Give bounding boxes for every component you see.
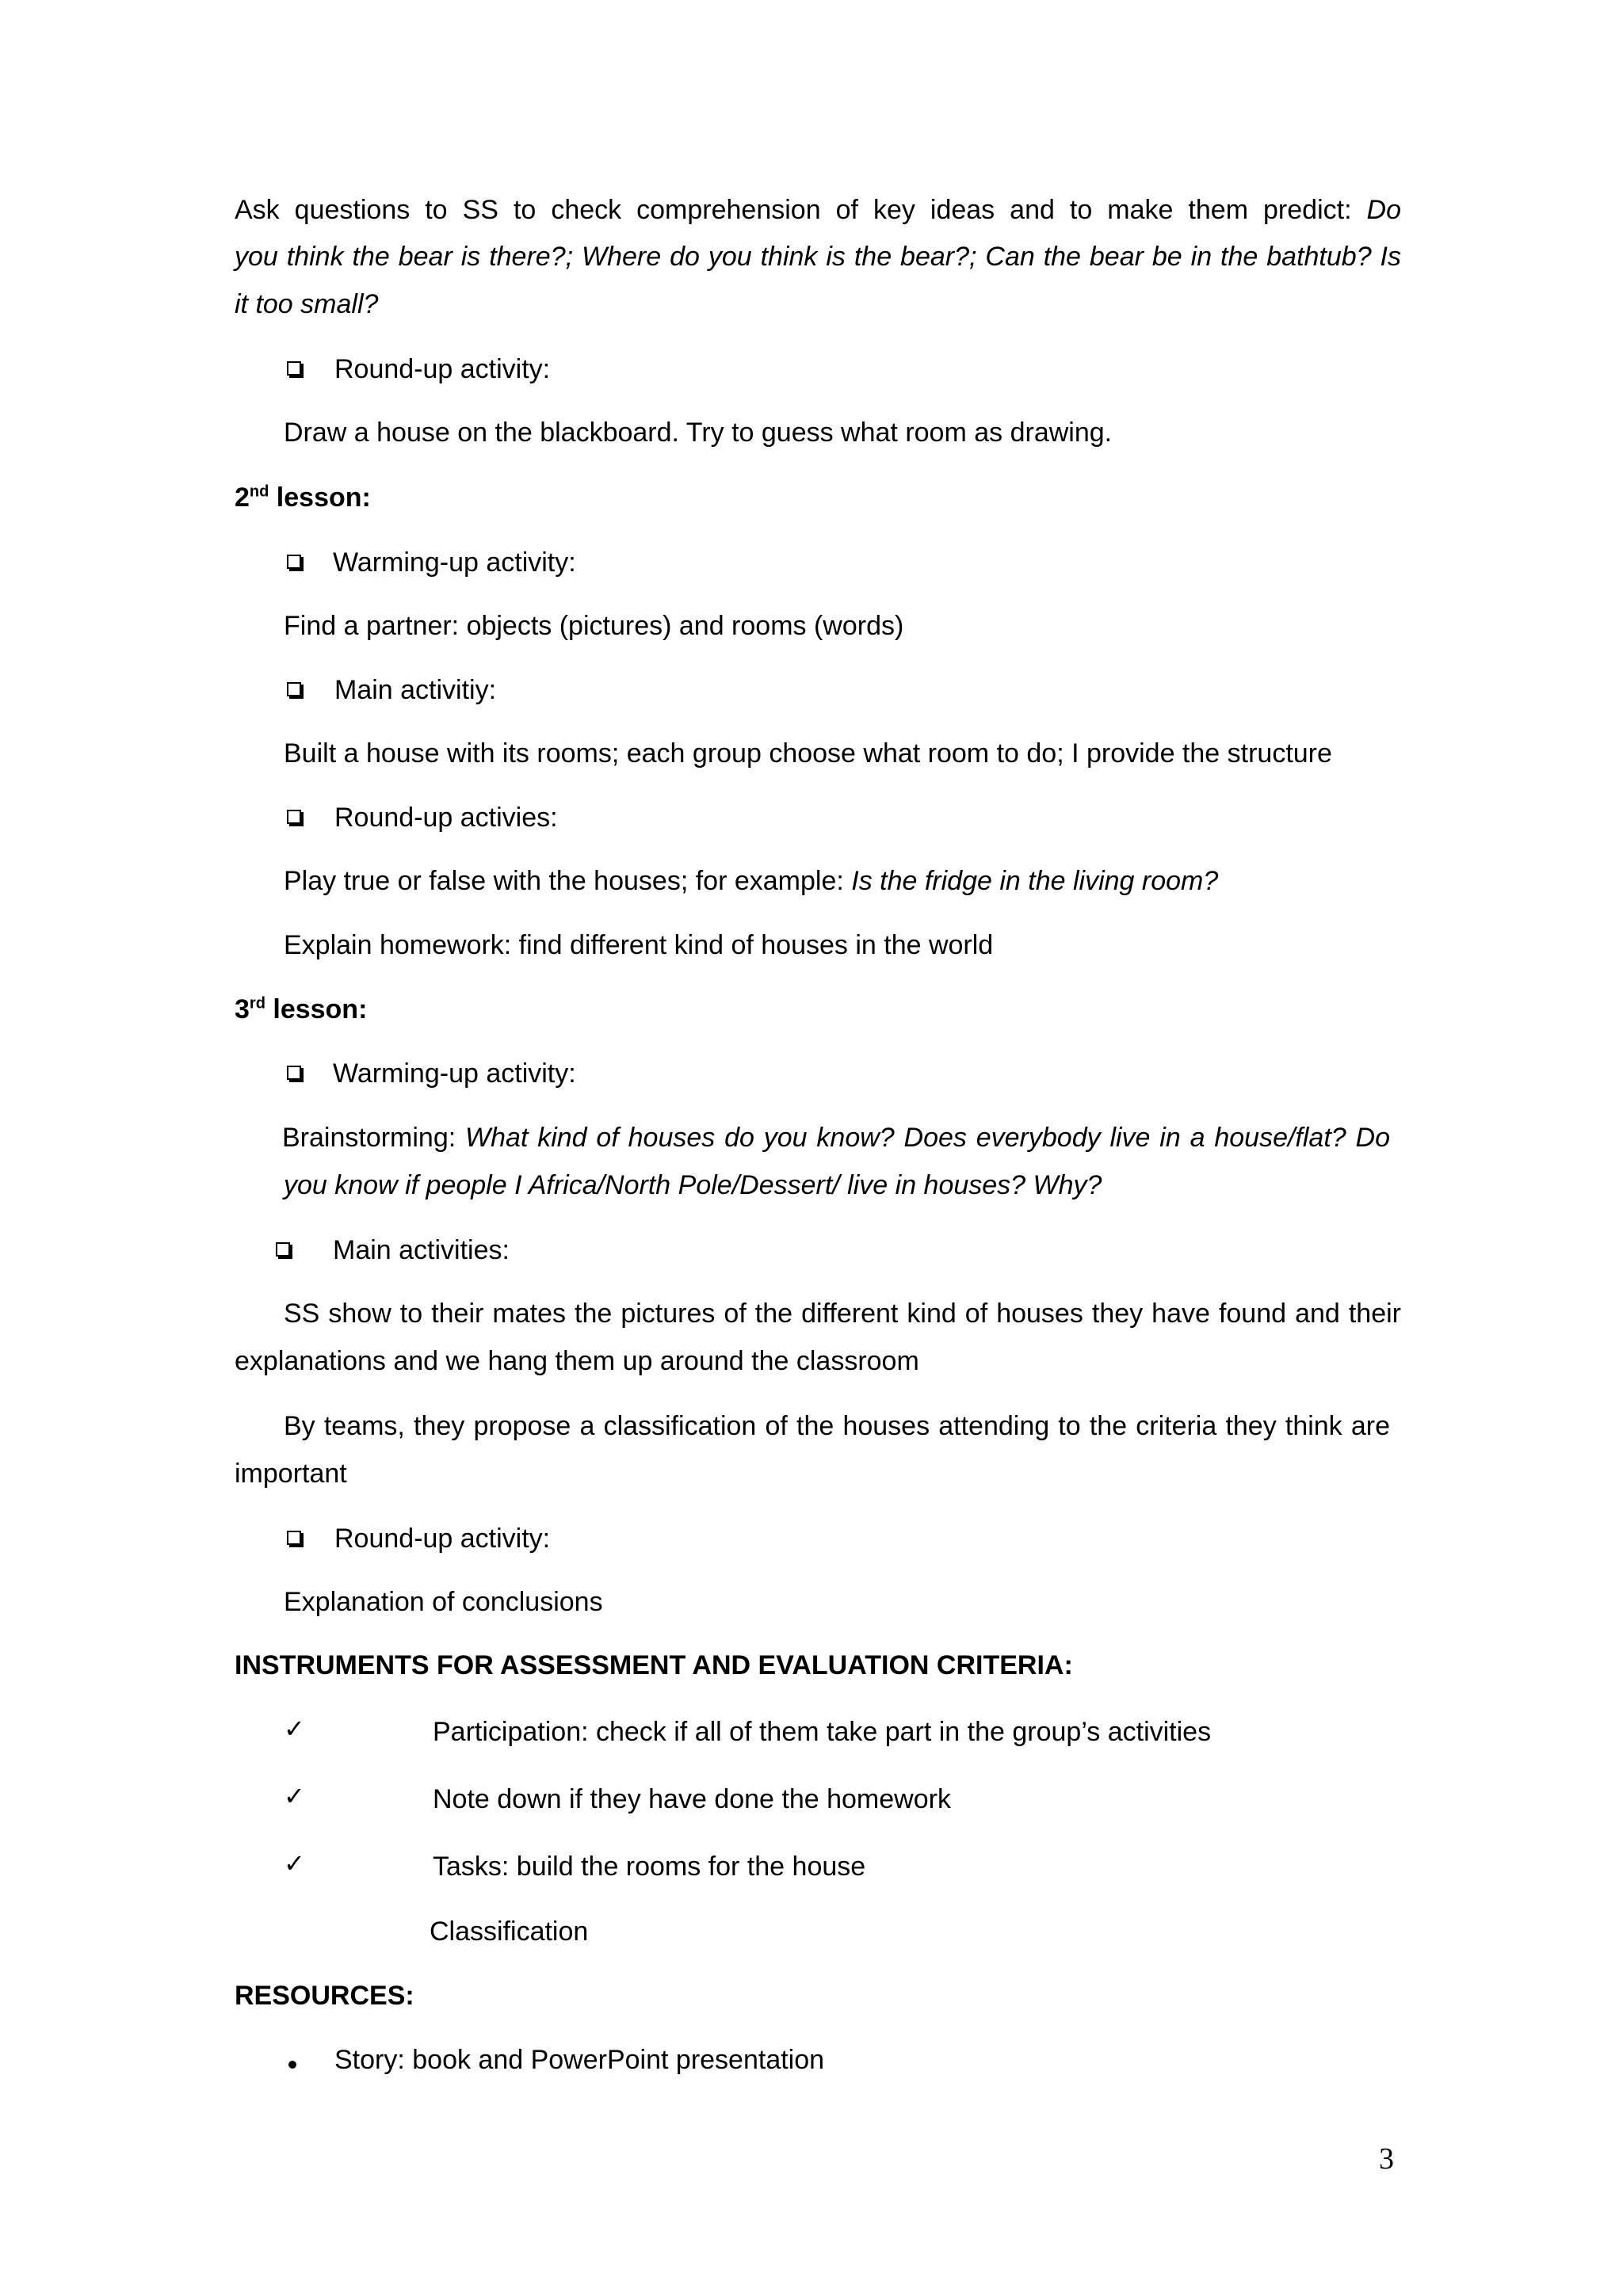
assessment-extra: Classification xyxy=(430,1917,589,1947)
lesson3-main-p2-line-2: important xyxy=(235,1459,347,1489)
lesson1-roundup-text: Draw a house on the blackboard. Try to guess what room as drawing. xyxy=(284,418,1113,448)
checkbox-bullet-icon xyxy=(287,674,301,706)
checkmark-icon: ✓ xyxy=(284,1781,305,1811)
lesson2-roundup-heading: Round-up activies: xyxy=(334,803,558,833)
lesson3-main-p1-line-1: SS show to their mates the pictures of the different kind of houses they have found and their xyxy=(284,1299,1401,1329)
lesson3-main-p2-line-1: By teams, they propose a classification of the houses attending to the criteria they think are xyxy=(284,1411,1390,1441)
assessment-item: Participation: check if all of them take part in the group’s activities xyxy=(433,1717,1212,1747)
checkbox-bullet-icon xyxy=(287,1058,301,1089)
lesson2-ordinal-suffix: nd xyxy=(249,482,269,501)
resources-heading: RESOURCES: xyxy=(235,1981,414,2011)
lesson2-roundup-plain: Play true or false with the houses; for example: xyxy=(284,866,852,896)
checkmark-icon: ✓ xyxy=(284,1714,305,1744)
lesson2-main-text: Built a house with its rooms; each group choose what room to do; I provide the structure xyxy=(284,738,1332,769)
lesson3-roundup-text: Explanation of conclusions xyxy=(284,1587,603,1617)
assessment-heading: INSTRUMENTS FOR ASSESSMENT AND EVALUATION CRITERIA: xyxy=(235,1650,1073,1680)
lesson3-heading xyxy=(235,994,367,1025)
lesson3-brainstorm-line-1 xyxy=(282,1122,1390,1154)
resources-item: Story: book and PowerPoint presentation xyxy=(334,2045,825,2075)
lesson3-title: lesson: xyxy=(265,994,368,1024)
checkbox-bullet-icon xyxy=(287,1523,301,1554)
brainstorm-questions-1: What kind of houses do you know? Does everybody live in a house/flat? Do xyxy=(465,1123,1390,1153)
intro-line-3: it too small? xyxy=(235,289,379,319)
lesson2-main-heading: Main activitiy: xyxy=(334,675,497,705)
lesson2-homework-text: Explain homework: find different kind of houses in the world xyxy=(284,930,994,960)
lesson2-warmup-text: Find a partner: objects (pictures) and rooms (words) xyxy=(284,611,904,641)
lesson2-warmup-heading: Warming-up activity: xyxy=(333,547,576,578)
lesson3-main-heading: Main activities: xyxy=(333,1235,510,1265)
assessment-item: Note down if they have done the homework xyxy=(433,1784,951,1814)
checkbox-bullet-icon xyxy=(287,802,301,833)
lesson2-title: lesson: xyxy=(269,482,371,513)
lesson3-ordinal-suffix: rd xyxy=(249,994,265,1013)
intro-question-start: Do xyxy=(1366,195,1401,225)
page-number: 3 xyxy=(1379,2142,1394,2176)
checkbox-bullet-icon xyxy=(287,547,301,578)
checkbox-bullet-icon xyxy=(287,353,301,385)
lesson3-main-p1-line-2: explanations and we hang them up around the classroom xyxy=(235,1346,919,1376)
lesson2-roundup-example: Is the fridge in the living room? xyxy=(851,866,1219,896)
lesson2-heading xyxy=(235,482,371,513)
intro-line-2: you think the bear is there?; Where do you think is the bear?; Can the bear be in the bathtub? Is xyxy=(235,242,1401,272)
lesson1-roundup-heading: Round-up activity: xyxy=(334,354,551,384)
bullet-dot-icon xyxy=(288,2044,296,2076)
checkbox-bullet-icon xyxy=(276,1234,290,1266)
intro-text: Ask questions to SS to check comprehension of key ideas and to make them predict: xyxy=(235,195,1367,225)
lesson3-ordinal: 3 xyxy=(235,994,250,1024)
intro-line-1 xyxy=(235,194,1401,226)
lesson2-roundup-text xyxy=(284,865,1218,897)
lesson3-brainstorm-line-2: you know if people I Africa/North Pole/Dessert/ live in houses? Why? xyxy=(284,1170,1102,1200)
checkmark-icon: ✓ xyxy=(284,1848,305,1878)
assessment-item: Tasks: build the rooms for the house xyxy=(433,1852,866,1882)
lesson2-ordinal: 2 xyxy=(235,482,250,513)
lesson3-warmup-heading: Warming-up activity: xyxy=(333,1058,576,1089)
lesson3-roundup-heading: Round-up activity: xyxy=(334,1524,551,1554)
brainstorm-label: Brainstorming: xyxy=(282,1123,466,1153)
